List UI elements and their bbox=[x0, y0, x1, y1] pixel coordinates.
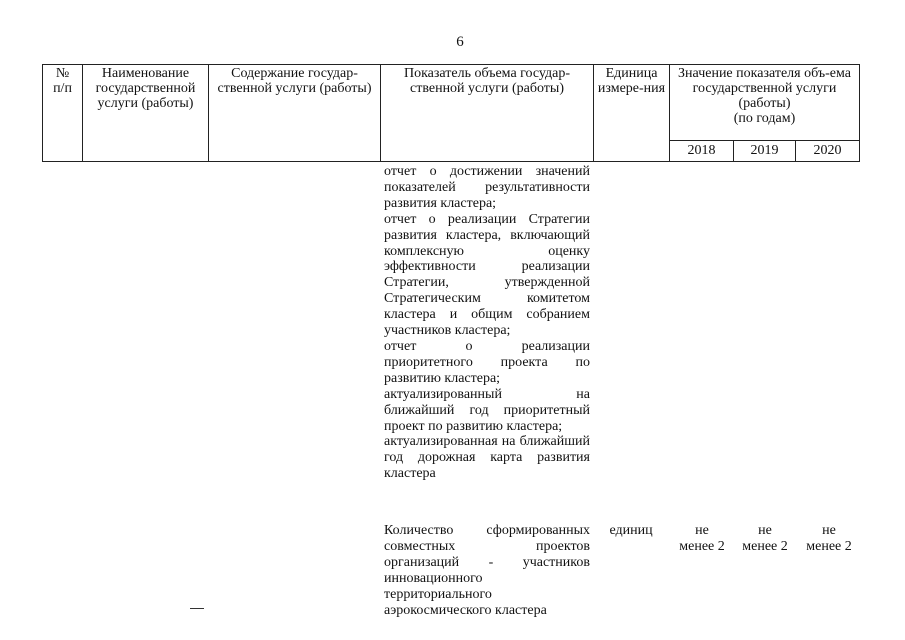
header-year-2019: 2019 bbox=[734, 140, 796, 161]
header-col-value: Значение показателя объ-ема государственной услуги (работы) (по годам) bbox=[670, 65, 860, 141]
header-col-unit: Единица измере-ния bbox=[594, 65, 670, 162]
value-2018: не менее 2 bbox=[679, 523, 725, 554]
table-header bbox=[42, 64, 860, 162]
header-year-2020: 2020 bbox=[796, 140, 860, 161]
dash-mark bbox=[190, 608, 204, 609]
header-year-2018: 2018 bbox=[670, 140, 734, 161]
unit-cell: единиц bbox=[609, 523, 653, 538]
indicator-joint-projects: Количество сформированных совместных проектов организаций - участников инновационного территориального аэрокосмического кластера bbox=[384, 523, 590, 618]
header-col-indicator: Показатель объема государ-ственной услуги (работы) bbox=[381, 65, 594, 162]
header-col-number: № п/п bbox=[43, 65, 83, 162]
header-col-service-name: Наименование государственной услуги (работы) bbox=[83, 65, 209, 162]
indicator-continuation-text: отчет о достижении значений показателей результативности развития кластера; отчет о реализации Стратегии развития кластера, включающий комплексную оценку эффективности реализации Стратегии, утвержденной Стратегическим комитетом кластера и общим собранием участников кластера; отчет о реализации приоритетного проекта по развитию кластера; актуализированный на ближайший год приоритетный проект по развитию кластера; актуализированная на ближайший год дорожная карта развития кластера bbox=[384, 164, 590, 482]
page-number: 6 bbox=[456, 34, 464, 50]
header-col-service-content: Содержание государ-ственной услуги (работы) bbox=[209, 65, 381, 162]
value-2020: не менее 2 bbox=[806, 523, 852, 554]
value-2019: не менее 2 bbox=[742, 523, 788, 554]
